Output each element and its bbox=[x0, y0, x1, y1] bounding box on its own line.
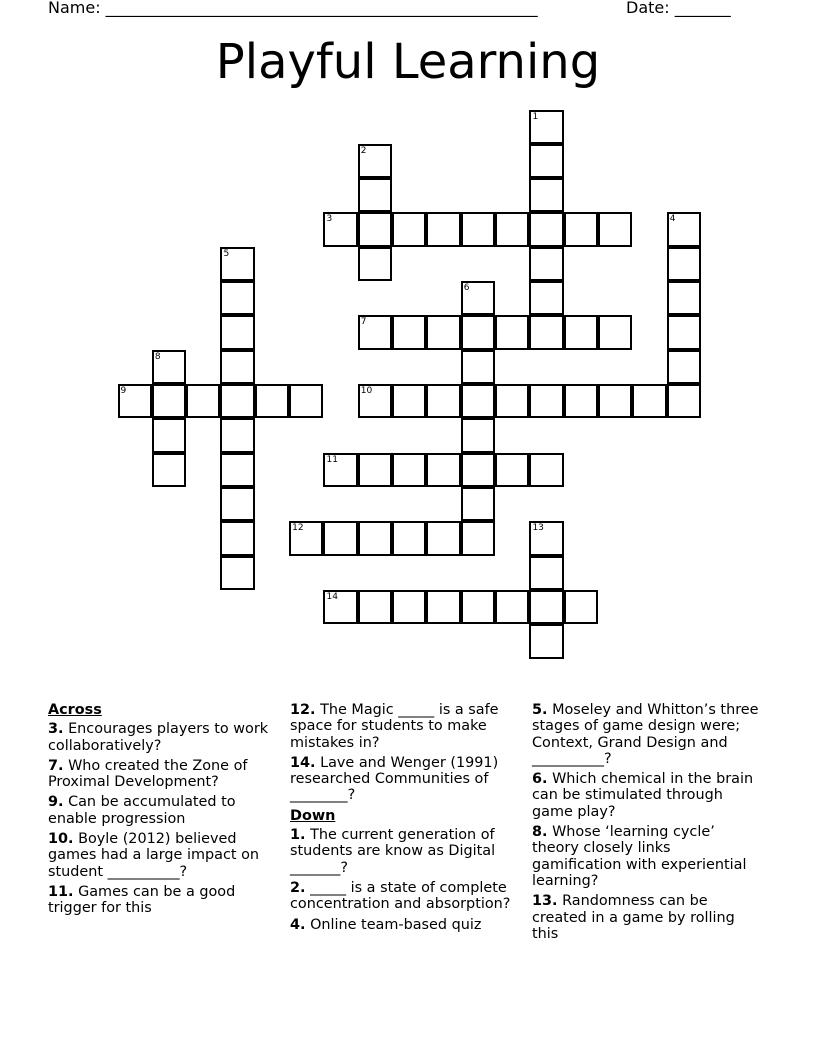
grid-cell[interactable] bbox=[289, 384, 323, 418]
grid-cell[interactable] bbox=[529, 144, 563, 178]
grid-cell[interactable] bbox=[529, 110, 563, 144]
clue-number: 13. bbox=[532, 893, 558, 910]
clue-column-3 bbox=[532, 702, 764, 946]
clue-column-1 bbox=[48, 702, 280, 921]
grid-cell[interactable] bbox=[255, 384, 289, 418]
grid-cell[interactable] bbox=[495, 384, 529, 418]
grid-cell[interactable] bbox=[667, 247, 701, 281]
grid-cell[interactable] bbox=[426, 212, 460, 246]
clue-text: _____ is a state of complete concentration and absorption? bbox=[290, 879, 511, 913]
grid-cell[interactable] bbox=[529, 453, 563, 487]
cell-number: 2 bbox=[360, 145, 367, 156]
across-clue bbox=[48, 758, 280, 791]
clue-text: Encourages players to work collaboratively? bbox=[48, 721, 269, 754]
grid-cell[interactable] bbox=[118, 384, 152, 418]
grid-cell[interactable] bbox=[461, 521, 495, 555]
grid-cell[interactable] bbox=[564, 590, 598, 624]
clue-text: Lave and Wenger (1991) researched Communities of ________? bbox=[290, 754, 499, 804]
grid-cell[interactable] bbox=[461, 453, 495, 487]
grid-cell[interactable] bbox=[667, 350, 701, 384]
page-title: Playful Learning bbox=[215, 34, 601, 90]
grid-cell[interactable] bbox=[529, 624, 563, 658]
grid-cell[interactable] bbox=[392, 521, 426, 555]
grid-cell[interactable] bbox=[358, 384, 392, 418]
grid-cell[interactable] bbox=[323, 590, 357, 624]
across-heading: Across bbox=[48, 702, 102, 718]
grid-cell[interactable] bbox=[461, 418, 495, 452]
clue-text: Which chemical in the brain can be stimulated through game play? bbox=[532, 771, 754, 820]
grid-cell[interactable] bbox=[152, 350, 186, 384]
grid-cell[interactable] bbox=[220, 281, 254, 315]
grid-cell[interactable] bbox=[152, 453, 186, 487]
grid-cell[interactable] bbox=[392, 590, 426, 624]
grid-cell[interactable] bbox=[392, 315, 426, 349]
clue-number: 5. bbox=[532, 702, 548, 718]
grid-cell[interactable] bbox=[392, 453, 426, 487]
cell-number: 5 bbox=[223, 248, 230, 259]
clue-text: Randomness can be created in a game by rolling this bbox=[532, 893, 735, 942]
grid-cell[interactable] bbox=[529, 590, 563, 624]
grid-cell[interactable] bbox=[426, 384, 460, 418]
grid-cell[interactable] bbox=[358, 590, 392, 624]
grid-cell[interactable] bbox=[564, 212, 598, 246]
down-clue bbox=[290, 917, 522, 933]
down-clue bbox=[532, 893, 764, 942]
grid-cell[interactable] bbox=[426, 315, 460, 349]
grid-cell[interactable] bbox=[564, 384, 598, 418]
clue-text: Moseley and Whitton’s three stages of game design were; Context, Grand Design and __________? bbox=[532, 702, 759, 767]
down-heading: Down bbox=[290, 807, 336, 824]
clue-number: 2. bbox=[290, 879, 306, 896]
grid-cell[interactable] bbox=[289, 521, 323, 555]
down-clue bbox=[290, 880, 522, 913]
clue-number: 9. bbox=[48, 794, 64, 811]
clue-text: The current generation of students are know as Digital _______? bbox=[290, 827, 496, 876]
name-field-label: Name: ______________________________________________________ bbox=[48, 0, 538, 17]
cell-number: 8 bbox=[154, 351, 161, 362]
grid-cell[interactable] bbox=[152, 418, 186, 452]
grid-cell[interactable] bbox=[667, 315, 701, 349]
grid-cell[interactable] bbox=[323, 521, 357, 555]
clue-number: 11. bbox=[48, 883, 74, 900]
grid-cell[interactable] bbox=[186, 384, 220, 418]
grid-cell[interactable] bbox=[598, 315, 632, 349]
cell-number: 10 bbox=[360, 386, 373, 397]
clue-number: 4. bbox=[290, 916, 306, 933]
grid-cell[interactable] bbox=[461, 487, 495, 521]
down-clue bbox=[290, 827, 522, 876]
grid-cell[interactable] bbox=[426, 453, 460, 487]
across-clue bbox=[290, 702, 522, 751]
grid-cell[interactable] bbox=[529, 281, 563, 315]
grid-cell[interactable] bbox=[220, 384, 254, 418]
cell-number: 6 bbox=[463, 283, 470, 294]
grid-cell[interactable] bbox=[461, 350, 495, 384]
grid-cell[interactable] bbox=[426, 521, 460, 555]
grid-cell[interactable] bbox=[392, 212, 426, 246]
grid-cell[interactable] bbox=[495, 315, 529, 349]
grid-cell[interactable] bbox=[323, 453, 357, 487]
grid-cell[interactable] bbox=[667, 384, 701, 418]
grid-cell[interactable] bbox=[220, 487, 254, 521]
grid-cell[interactable] bbox=[667, 212, 701, 246]
grid-cell[interactable] bbox=[667, 281, 701, 315]
grid-cell[interactable] bbox=[220, 350, 254, 384]
across-clue bbox=[290, 755, 522, 804]
cell-number: 12 bbox=[292, 523, 304, 534]
grid-cell[interactable] bbox=[461, 212, 495, 246]
across-clue bbox=[48, 721, 280, 754]
clue-number: 8. bbox=[532, 824, 548, 841]
grid-cell[interactable] bbox=[358, 212, 392, 246]
grid-cell[interactable] bbox=[220, 315, 254, 349]
grid-cell[interactable] bbox=[529, 384, 563, 418]
cell-number: 3 bbox=[326, 214, 333, 225]
grid-cell[interactable] bbox=[220, 521, 254, 555]
down-clue bbox=[532, 702, 764, 767]
cell-number: 7 bbox=[360, 317, 367, 328]
cell-number: 4 bbox=[669, 214, 676, 225]
clue-number: 1. bbox=[290, 827, 306, 844]
across-clue bbox=[48, 884, 280, 917]
grid-cell[interactable] bbox=[358, 521, 392, 555]
grid-cell[interactable] bbox=[220, 556, 254, 590]
down-clue bbox=[532, 771, 764, 820]
cell-number: 9 bbox=[120, 386, 127, 397]
down-clue bbox=[532, 824, 764, 889]
cell-number: 14 bbox=[326, 592, 338, 603]
grid-cell[interactable] bbox=[529, 178, 563, 212]
across-clue bbox=[48, 831, 280, 880]
grid-cell[interactable] bbox=[392, 384, 426, 418]
grid-cell[interactable] bbox=[529, 521, 563, 555]
grid-cell[interactable] bbox=[598, 384, 632, 418]
grid-cell[interactable] bbox=[529, 556, 563, 590]
grid-cell[interactable] bbox=[495, 590, 529, 624]
clue-text: Who created the Zone of Proximal Development? bbox=[48, 757, 248, 791]
grid-cell[interactable] bbox=[461, 315, 495, 349]
grid-cell[interactable] bbox=[220, 247, 254, 281]
grid-cell[interactable] bbox=[461, 281, 495, 315]
grid-cell[interactable] bbox=[461, 590, 495, 624]
grid-cell[interactable] bbox=[358, 315, 392, 349]
grid-cell[interactable] bbox=[358, 144, 392, 178]
clue-number: 14. bbox=[290, 754, 316, 771]
clue-number: 3. bbox=[48, 721, 64, 738]
clue-number: 7. bbox=[48, 757, 64, 774]
date-field-label: Date: _______ bbox=[626, 0, 731, 17]
clue-number: 10. bbox=[48, 831, 74, 848]
grid-cell[interactable] bbox=[598, 212, 632, 246]
across-clue bbox=[48, 794, 280, 827]
grid-cell[interactable] bbox=[495, 453, 529, 487]
clue-text: Can be accumulated to enable progression bbox=[48, 794, 236, 827]
grid-cell[interactable] bbox=[152, 384, 186, 418]
grid-cell[interactable] bbox=[323, 212, 357, 246]
clue-text: Boyle (2012) believed games had a large impact on student __________? bbox=[48, 831, 260, 880]
grid-cell[interactable] bbox=[426, 590, 460, 624]
clue-text: Whose ‘learning cycle’ theory closely links gamification with experiential learning? bbox=[532, 824, 747, 889]
grid-cell[interactable] bbox=[358, 247, 392, 281]
clue-text: Games can be a good trigger for this bbox=[48, 883, 236, 917]
clue-text: Online team-based quiz bbox=[310, 916, 482, 933]
grid-cell[interactable] bbox=[461, 384, 495, 418]
grid-cell[interactable] bbox=[529, 247, 563, 281]
grid-cell[interactable] bbox=[358, 178, 392, 212]
clue-column-2 bbox=[290, 702, 522, 937]
grid-cell[interactable] bbox=[632, 384, 666, 418]
grid-cell[interactable] bbox=[529, 315, 563, 349]
clue-text: The Magic _____ is a safe space for students to make mistakes in? bbox=[290, 702, 499, 751]
grid-cell[interactable] bbox=[529, 212, 563, 246]
clue-number: 6. bbox=[532, 771, 548, 788]
cell-number: 1 bbox=[532, 111, 539, 122]
grid-cell[interactable] bbox=[220, 453, 254, 487]
cell-number: 13 bbox=[532, 523, 544, 534]
grid-cell[interactable] bbox=[220, 418, 254, 452]
grid-cell[interactable] bbox=[564, 315, 598, 349]
grid-cell[interactable] bbox=[495, 212, 529, 246]
clue-number: 12. bbox=[290, 702, 316, 718]
grid-cell[interactable] bbox=[358, 453, 392, 487]
cell-number: 11 bbox=[326, 454, 338, 465]
